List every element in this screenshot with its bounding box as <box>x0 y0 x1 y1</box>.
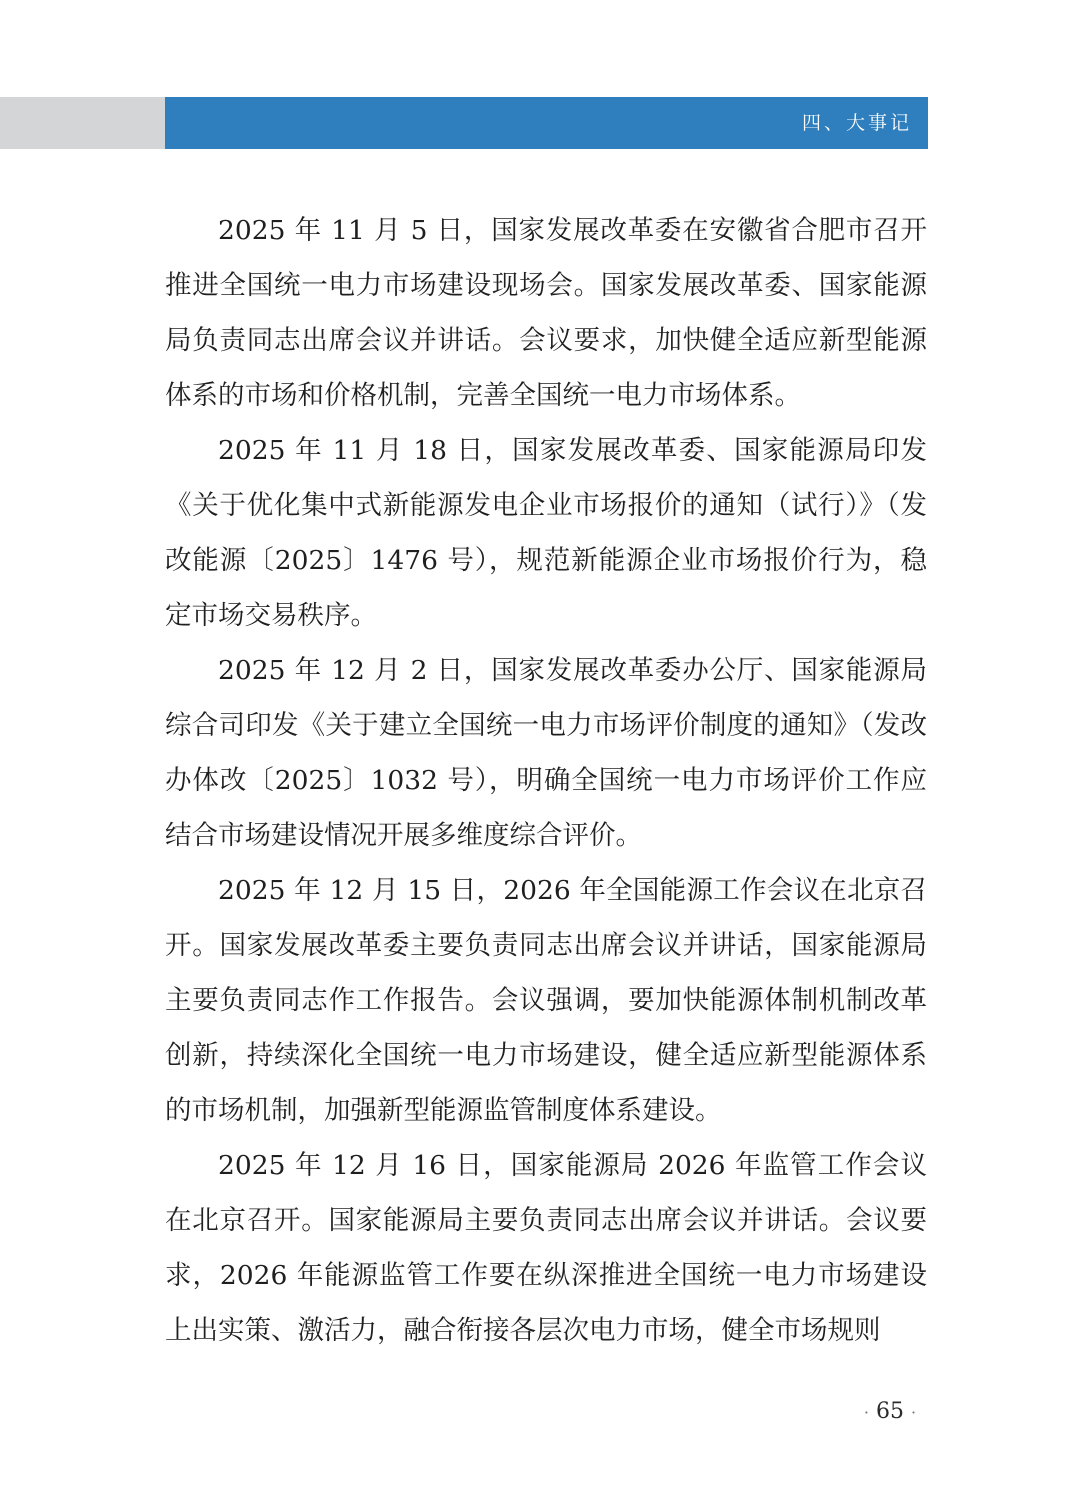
section-title: 四、大事记 <box>801 112 912 134</box>
paragraph: 2025 年 12 月 16 日，国家能源局 2026 年监管工作会议在北京召开。国家能源局主要负责同志出席会议并讲话。会议要求，2026 年能源监管工作要在纵深推进全国统一电力市场建设上出实策、激活力，融合衔接各层次电力市场，健全市场规则 <box>165 1150 927 1346</box>
paragraph: 2025 年 11 月 18 日，国家发展改革委、国家能源局印发《关于优化集中式新能源发电企业市场报价的通知（试行）》（发改能源〔2025〕1476 号），规范新能源企业市场报价行为，稳定市场交易秩序。 <box>165 435 927 631</box>
header-bar <box>165 97 928 149</box>
paragraph: 2025 年 11 月 5 日，国家发展改革委在安徽省合肥市召开推进全国统一电力市场建设现场会。国家发展改革委、国家能源局负责同志出席会议并讲话。会议要求，加快健全适应新型能源体系的市场和价格机制，完善全国统一电力市场体系。 <box>165 215 927 411</box>
page-number-dot-right: · <box>911 1403 917 1422</box>
page-number-value: 65 <box>876 1399 904 1424</box>
paragraph: 2025 年 12 月 2 日，国家发展改革委办公厅、国家能源局综合司印发《关于建立全国统一电力市场评价制度的通知》（发改办体改〔2025〕1032 号），明确全国统一电力市场评价工作应结合市场建设情况开展多维度综合评价。 <box>165 655 927 851</box>
paragraph: 2025 年 12 月 15 日，2026 年全国能源工作会议在北京召开。国家发展改革委主要负责同志出席会议并讲话，国家能源局主要负责同志作工作报告。会议强调，要加快能源体制机制改革创新，持续深化全国统一电力市场建设，健全适应新型能源体系的市场机制，加强新型能源监管制度体系建设。 <box>165 875 927 1126</box>
page-content <box>165 203 927 1358</box>
page-number <box>850 1392 930 1433</box>
page-number-dot-left: · <box>863 1403 869 1422</box>
header-gray-block <box>0 97 165 149</box>
